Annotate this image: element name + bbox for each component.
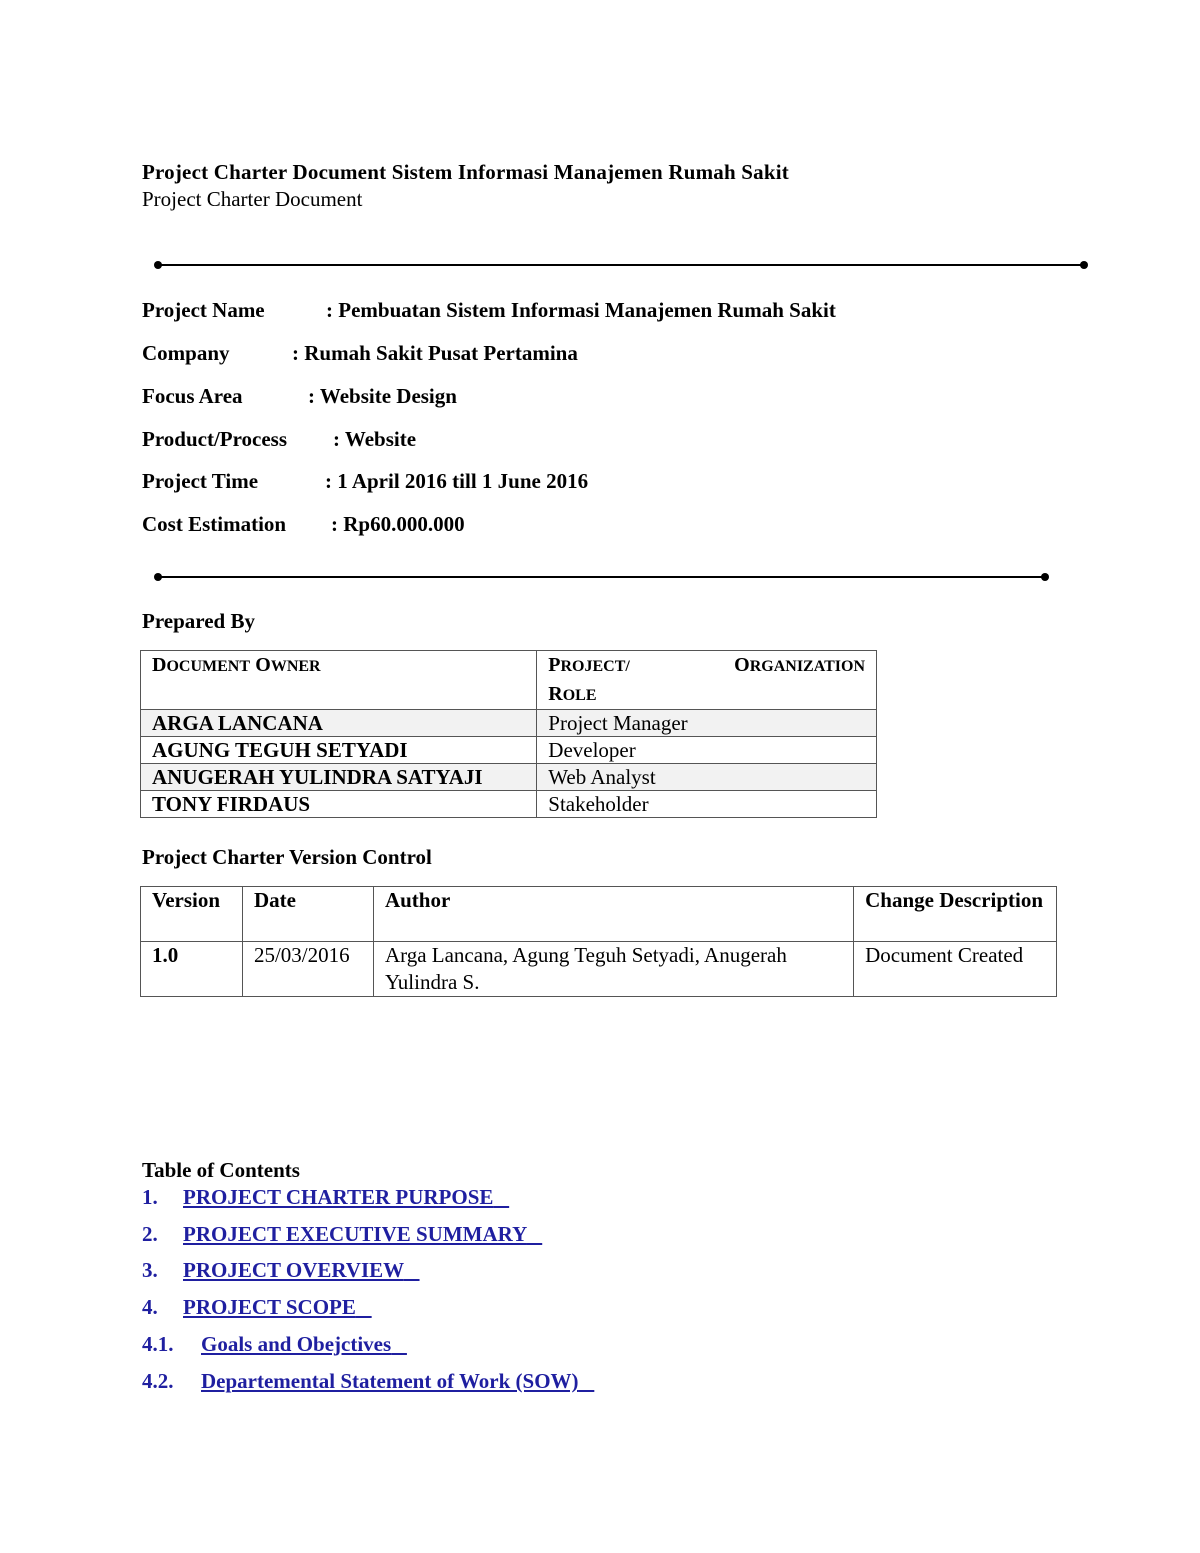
project-time-label: Project Time bbox=[142, 469, 259, 493]
date-header: Date bbox=[242, 887, 373, 942]
owner-cell: ANUGERAH YULINDRA SATYAJI bbox=[141, 764, 537, 791]
table-row bbox=[141, 791, 877, 818]
toc-link-project-overview[interactable]: 3. PROJECT OVERVIEW bbox=[142, 1258, 404, 1282]
date-cell: 25/03/2016 bbox=[242, 942, 373, 997]
version-header: Version bbox=[141, 887, 243, 942]
project-time-value: : 1 April 2016 till 1 June 2016 bbox=[325, 469, 589, 493]
company-label: Company bbox=[142, 341, 230, 365]
owner-cell: ARGA LANCANA bbox=[141, 710, 537, 737]
role-cell: Developer bbox=[537, 737, 877, 764]
author-cell: Arga Lancana, Agung Teguh Setyadi, Anugerah Yulindra S. bbox=[373, 942, 853, 997]
table-row bbox=[141, 710, 877, 737]
document-owner-table bbox=[140, 650, 877, 818]
toc-link-project-scope[interactable]: 4. PROJECT SCOPE bbox=[142, 1295, 356, 1319]
bottom-divider bbox=[158, 576, 1045, 578]
prepared-by-heading: Prepared By bbox=[142, 609, 255, 633]
toc-link-departemental-sow[interactable]: 4.2. Departemental Statement of Work (SOW) bbox=[142, 1369, 579, 1393]
toc-link-goals-and-objectives[interactable]: 4.1. Goals and Obejctives bbox=[142, 1332, 392, 1356]
divider-dot bbox=[1041, 573, 1049, 581]
divider-dot bbox=[154, 261, 162, 269]
project-organization-role-header: PROJECT/ ORGANIZATION ROLE bbox=[537, 651, 877, 710]
toc-title: Table of Contents bbox=[142, 1158, 300, 1182]
cost-estimation-label: Cost Estimation bbox=[142, 512, 287, 536]
toc-link-project-executive-summary[interactable]: 2. PROJECT EXECUTIVE SUMMARY bbox=[142, 1222, 527, 1246]
role-cell: Web Analyst bbox=[537, 764, 877, 791]
divider-dot bbox=[154, 573, 162, 581]
change-cell: Document Created bbox=[854, 942, 1057, 997]
change-description-header: Change Description bbox=[854, 887, 1057, 942]
version-control-heading: Project Charter Version Control bbox=[142, 845, 432, 869]
focus-area-value: : Website Design bbox=[308, 384, 457, 408]
toc-link-project-charter-purpose[interactable]: 1. PROJECT CHARTER PURPOSE bbox=[142, 1185, 494, 1209]
project-name-label: Project Name bbox=[142, 298, 265, 322]
document-subtitle: Project Charter Document bbox=[142, 187, 363, 211]
document-owner-header: DOCUMENT OWNER bbox=[141, 651, 537, 710]
author-header: Author bbox=[373, 887, 853, 942]
table-row bbox=[141, 737, 877, 764]
table-header-row bbox=[141, 651, 877, 710]
project-name-value: : Pembuatan Sistem Informasi Manajemen Rumah Sakit bbox=[326, 298, 836, 322]
owner-cell: TONY FIRDAUS bbox=[141, 791, 537, 818]
version-control-table bbox=[140, 886, 1057, 997]
table-header-row bbox=[141, 887, 1057, 942]
role-cell: Project Manager bbox=[537, 710, 877, 737]
focus-area-label: Focus Area bbox=[142, 384, 243, 408]
cost-estimation-value: : Rp60.000.000 bbox=[331, 512, 465, 536]
product-process-value: : Website bbox=[333, 427, 417, 451]
role-cell: Stakeholder bbox=[537, 791, 877, 818]
divider-dot bbox=[1080, 261, 1088, 269]
table-row bbox=[141, 942, 1057, 997]
product-process-label: Product/Process bbox=[142, 427, 288, 451]
version-cell: 1.0 bbox=[141, 942, 243, 997]
company-value: : Rumah Sakit Pusat Pertamina bbox=[292, 341, 578, 365]
table-row bbox=[141, 764, 877, 791]
owner-cell: AGUNG TEGUH SETYADI bbox=[141, 737, 537, 764]
top-divider bbox=[158, 264, 1084, 266]
document-title: Project Charter Document Sistem Informasi Manajemen Rumah Sakit bbox=[142, 160, 789, 184]
